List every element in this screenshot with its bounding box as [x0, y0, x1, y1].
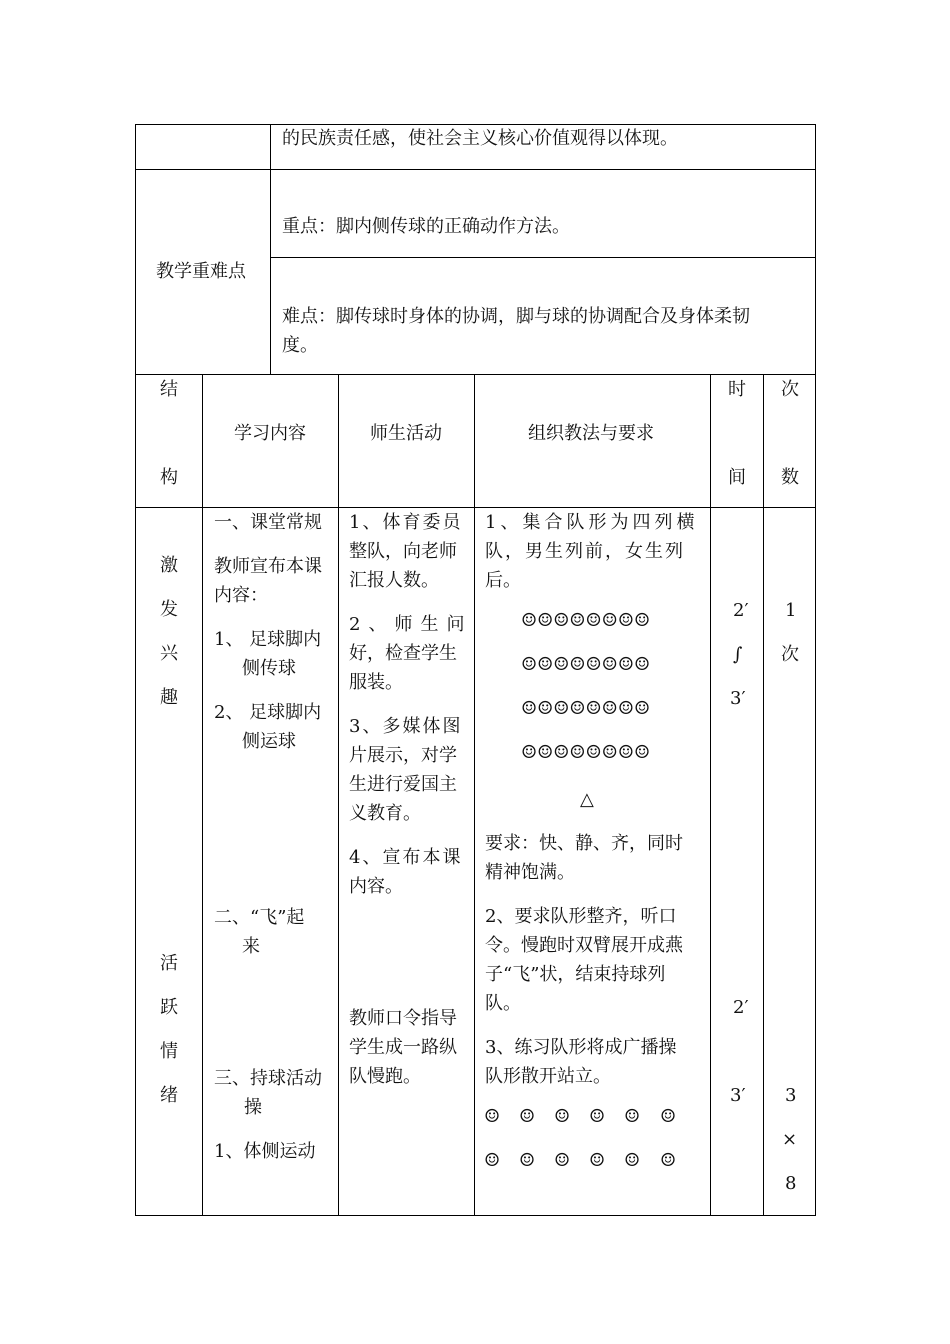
activity-text: 2、师生问 — [349, 614, 473, 635]
activity-text: 汇报人数。 — [349, 570, 439, 591]
activity-text: 4、宣布本课 — [349, 847, 463, 868]
count-value: × — [782, 1129, 798, 1150]
rule — [270, 124, 271, 374]
time-value: 3′ — [730, 688, 746, 709]
activity-text: 义教育。 — [349, 803, 421, 824]
activity-text: 好，检查学生 — [349, 643, 457, 664]
activity-text: 内容。 — [349, 876, 403, 897]
structure-char: 活 — [160, 953, 178, 974]
content-text: 三、持球活动 — [214, 1068, 322, 1089]
activity-text: 3、多媒体图 — [349, 716, 463, 737]
activity-text: 生进行爱国主 — [349, 774, 457, 795]
activity-text: 服装。 — [349, 672, 403, 693]
rule — [135, 124, 136, 1216]
content-text: 1、 足球脚内 — [214, 629, 322, 650]
structure-char: 激 — [160, 555, 178, 576]
structure-char: 跃 — [160, 997, 178, 1018]
rule — [135, 1215, 816, 1216]
difficult-point-text: 难点：脚传球时身体的协调，脚与球的协调配合及身体柔韧 — [282, 306, 750, 327]
count-value: 3 — [785, 1085, 797, 1106]
structure-char: 趣 — [160, 687, 178, 708]
spread-smiley: ☺ — [624, 1106, 641, 1127]
method-text: 令。慢跑时双臂展开成燕 — [485, 935, 683, 956]
key-point-text: 重点：脚内侧传球的正确动作方法。 — [282, 216, 570, 237]
method-text: 3、练习队形将成广播操 — [485, 1037, 677, 1058]
activity-text: 1、体育委员 — [349, 512, 463, 533]
activity-text: 整队，向老师 — [349, 541, 457, 562]
method-text: 子“飞”状，结束持球列 — [485, 964, 666, 985]
rule — [135, 374, 816, 375]
rule — [474, 374, 475, 1216]
content-text: 一、课堂常规 — [214, 512, 322, 533]
time-value: 2′ — [733, 997, 749, 1018]
activity-text: 片展示，对学 — [349, 745, 457, 766]
time-value: ∫ — [733, 644, 743, 665]
spread-smiley: ☺ — [660, 1106, 677, 1127]
count-value: 次 — [781, 644, 799, 665]
content-text: 二、“飞”起 — [214, 907, 305, 928]
rule — [763, 374, 764, 1216]
content-text: 教师宣布本课 — [214, 556, 322, 577]
method-text: 队形散开站立。 — [485, 1066, 611, 1087]
content-text: 2、 足球脚内 — [214, 702, 322, 723]
formation-row: ☺☺☺☺☺☺☺☺ — [521, 610, 651, 631]
method-text: 队。 — [485, 993, 521, 1014]
formation-row: ☺☺☺☺☺☺☺☺ — [521, 742, 651, 763]
count-value: 8 — [785, 1173, 797, 1194]
spread-smiley: ☺ — [589, 1150, 606, 1171]
structure-char: 情 — [160, 1041, 178, 1062]
spread-smiley: ☺ — [484, 1150, 501, 1171]
header-time: 间 — [728, 467, 746, 488]
spread-smiley: ☺ — [519, 1106, 536, 1127]
spread-smiley: ☺ — [589, 1106, 606, 1127]
structure-char: 绪 — [160, 1085, 178, 1106]
rule — [202, 374, 203, 1216]
method-text: 后。 — [485, 570, 521, 591]
method-text: 队，男生列前，女生列 — [485, 541, 685, 562]
structure-char: 发 — [160, 599, 178, 620]
teacher-triangle: △ — [580, 789, 594, 810]
content-text: 1、体侧运动 — [214, 1141, 316, 1162]
continuation-text: 的民族责任感，使社会主义核心价值观得以体现。 — [282, 128, 678, 149]
method-text: 精神饱满。 — [485, 862, 575, 883]
key-difficult-label: 教学重难点 — [156, 261, 246, 282]
structure-char: 兴 — [160, 643, 178, 664]
time-value: 2′ — [733, 600, 749, 621]
header-method: 组织教法与要求 — [528, 423, 654, 444]
spread-smiley: ☺ — [519, 1150, 536, 1171]
rule — [710, 374, 711, 1216]
header-activity: 师生活动 — [370, 423, 442, 444]
rule — [271, 257, 816, 258]
activity-text: 学生成一路纵 — [349, 1037, 457, 1058]
header-structure: 构 — [160, 467, 178, 488]
header-content: 学习内容 — [234, 423, 306, 444]
time-value: 3′ — [730, 1085, 746, 1106]
content-text: 侧运球 — [242, 731, 296, 752]
spread-smiley: ☺ — [554, 1150, 571, 1171]
rule — [135, 169, 816, 170]
method-text: 1、集合队形为四列横 — [485, 512, 699, 533]
content-text: 内容： — [214, 585, 268, 606]
difficult-point-text: 度。 — [282, 335, 318, 356]
rule — [338, 374, 339, 1216]
rule — [815, 124, 816, 1216]
content-text: 操 — [244, 1097, 262, 1118]
method-text: 2、要求队形整齐，听口 — [485, 906, 677, 927]
spread-smiley: ☺ — [484, 1106, 501, 1127]
formation-row: ☺☺☺☺☺☺☺☺ — [521, 654, 651, 675]
content-text: 来 — [242, 936, 260, 957]
header-time: 时 — [728, 379, 746, 400]
count-value: 1 — [785, 600, 797, 621]
method-text: 要求：快、静、齐，同时 — [485, 833, 683, 854]
header-count: 数 — [781, 467, 799, 488]
activity-text: 教师口令指导 — [349, 1008, 457, 1029]
content-text: 侧传球 — [242, 658, 296, 679]
activity-text: 队慢跑。 — [349, 1066, 421, 1087]
formation-row: ☺☺☺☺☺☺☺☺ — [521, 698, 651, 719]
header-structure: 结 — [160, 379, 178, 400]
spread-smiley: ☺ — [624, 1150, 641, 1171]
spread-smiley: ☺ — [554, 1106, 571, 1127]
header-count: 次 — [781, 379, 799, 400]
spread-smiley: ☺ — [660, 1150, 677, 1171]
